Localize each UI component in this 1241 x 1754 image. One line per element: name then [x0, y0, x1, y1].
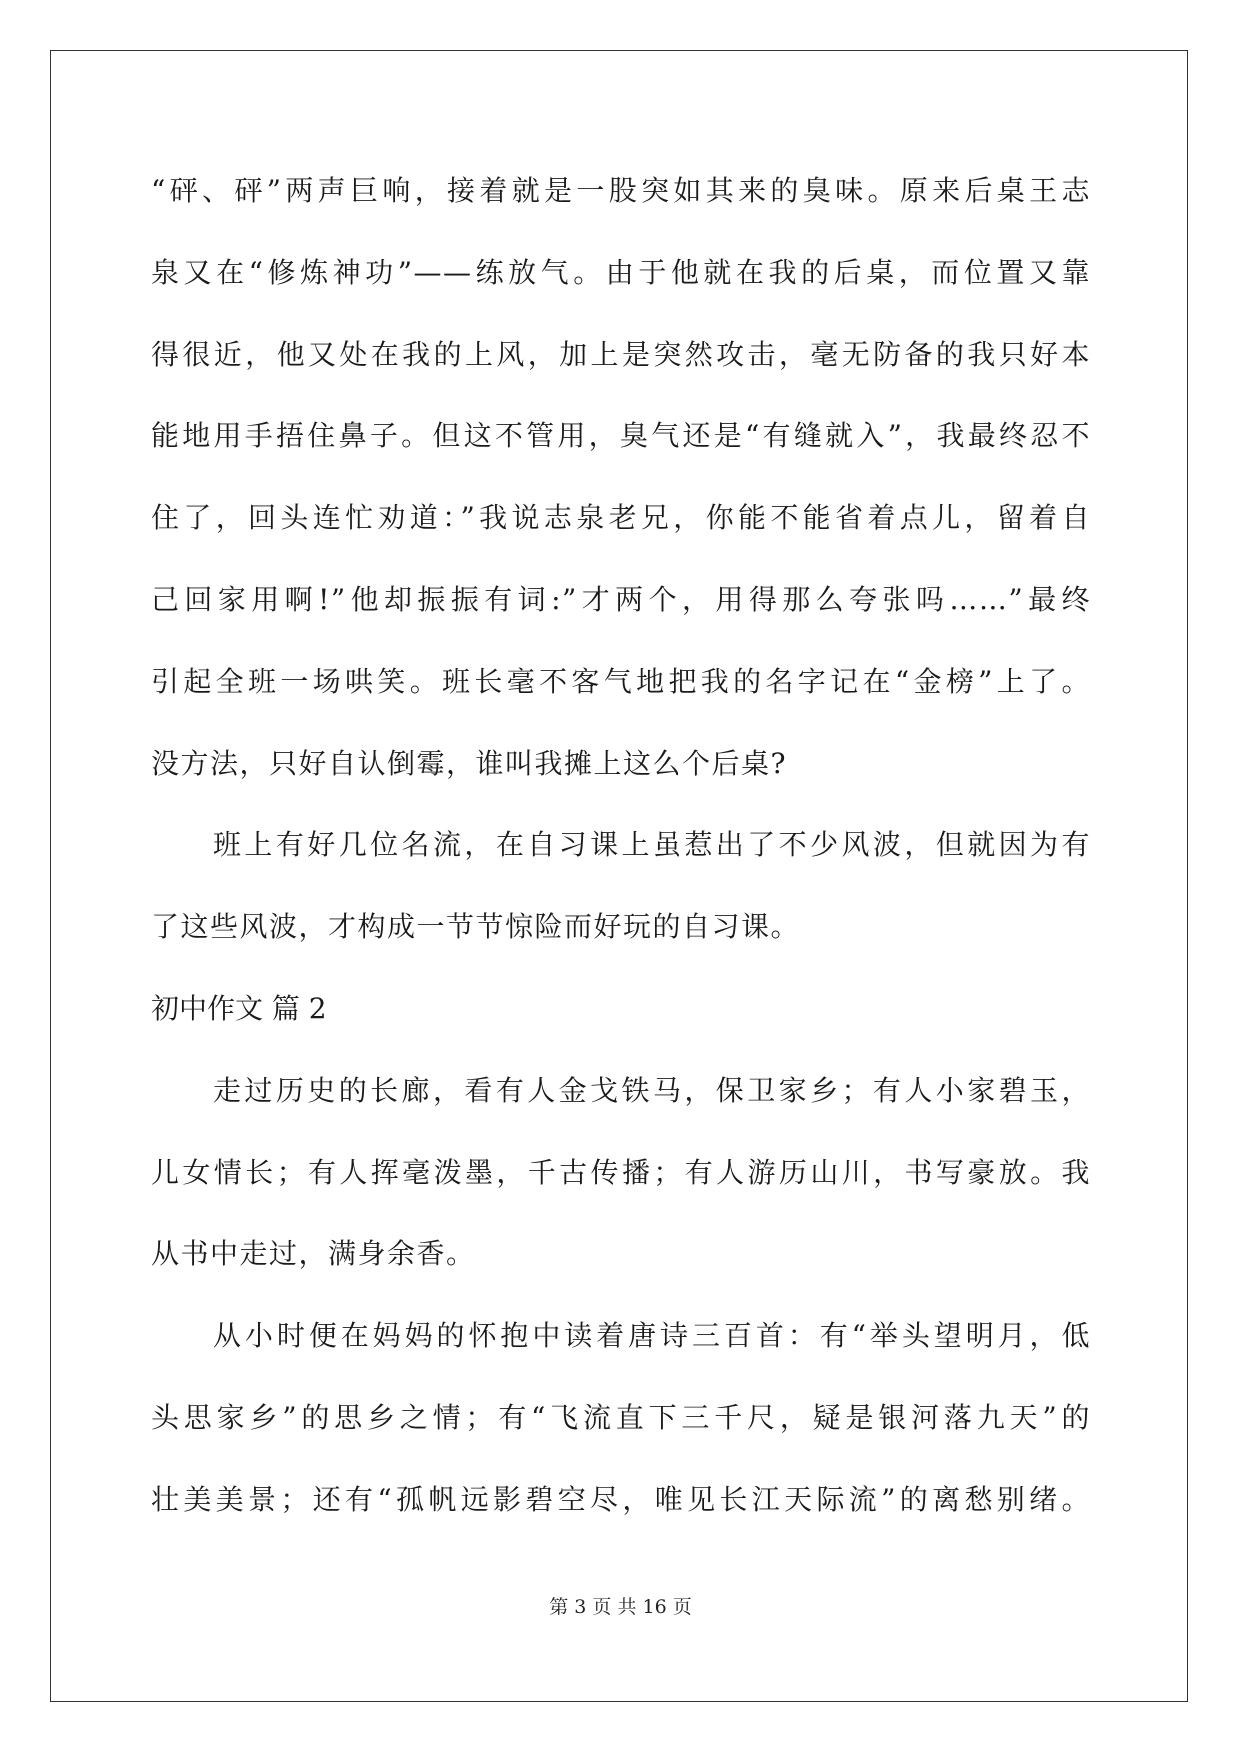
text-line: 从书中走过，满身余香。	[151, 1237, 476, 1271]
text-line: “砰、砰”两声巨响，接着就是一股突如其来的臭味。原来后桌王志	[151, 174, 1091, 207]
text-line: 己回家用啊!”他却振振有词:”才两个，用得那么夸张吗……”最终	[151, 582, 1091, 616]
text-line: 得很近，他又处在我的上风，加上是突然攻击，毫无防备的我只好本	[151, 337, 1091, 371]
document-body	[151, 162, 1091, 1553]
text-line: 泉又在“修炼神功”——练放气。由于他就在我的后桌，而位置又靠	[151, 255, 1091, 289]
text-line: 走过历史的长廊，看有人金戈铁马，保卫家乡；有人小家碧玉，	[213, 1073, 1091, 1107]
text-line: 住了，回头连忙劝道：”我说志泉老兄，你能不能省着点儿，留着自	[151, 501, 1091, 535]
text-line: 头思家乡”的思乡之情；有“飞流直下三千尺，疑是银河落九天”的	[151, 1400, 1091, 1434]
text-line: 班上有好几位名流，在自习课上虽惹出了不少风波，但就因为有	[213, 828, 1091, 862]
text-line: 从小时便在妈妈的怀抱中读着唐诗三百首：有“举头望明月，低	[213, 1319, 1091, 1353]
page-number-footer: 第 3 页 共 16 页	[549, 1596, 692, 1618]
text-line: 引起全班一场哄笑。班长毫不客气地把我的名字记在“金榜”上了。	[151, 664, 1091, 698]
text-line: 了这些风波，才构成一节节惊险而好玩的自习课。	[151, 910, 801, 944]
section-heading: 初中作文 篇 2	[151, 991, 327, 1025]
text-line: 能地用手捂住鼻子。但这不管用，臭气还是“有缝就入”，我最终忍不	[151, 419, 1091, 453]
text-line: 没方法，只好自认倒霉，谁叫我摊上这么个后桌?	[151, 746, 788, 780]
text-line: 壮美美景；还有“孤帆远影碧空尽，唯见长江天际流”的离愁别绪。	[151, 1482, 1091, 1516]
text-line: 儿女情长；有人挥毫泼墨，千古传播；有人游历山川，书写豪放。我	[151, 1155, 1091, 1189]
